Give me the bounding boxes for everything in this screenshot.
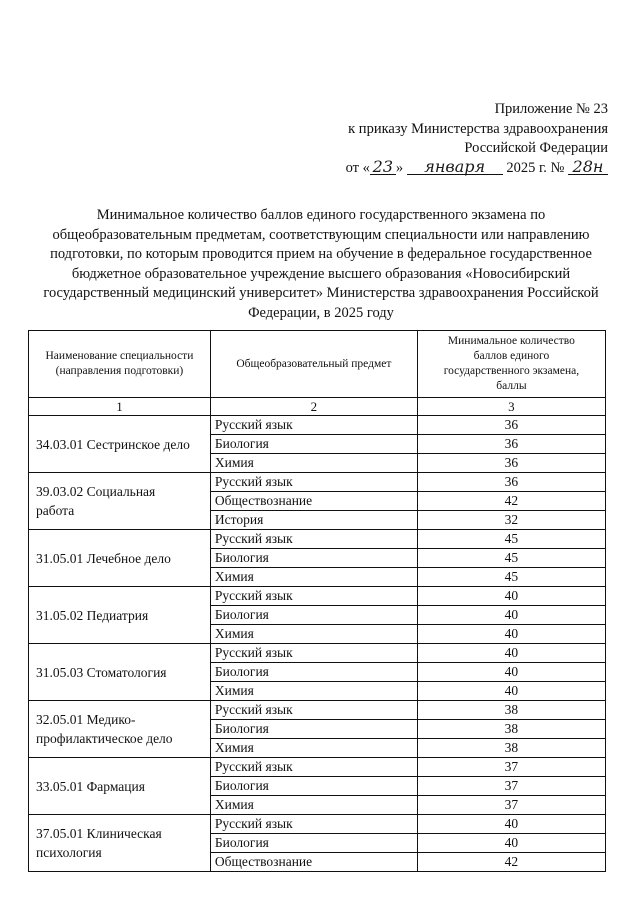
score-cell: 40 <box>417 625 605 644</box>
subject-cell: Биология <box>210 606 417 625</box>
specialty-cell <box>29 758 211 815</box>
score-cell: 36 <box>417 416 605 435</box>
score-cell: 36 <box>417 454 605 473</box>
score-cell: 42 <box>417 853 605 872</box>
specialty-name: 33.05.01 Фармация <box>36 778 145 794</box>
score-cell: 45 <box>417 568 605 587</box>
title-line: общеобразовательным предметам, соответствующим специальности или направлению <box>52 226 590 243</box>
header-min-score <box>417 331 605 398</box>
table-header-row <box>29 331 606 398</box>
score-cell: 36 <box>417 473 605 492</box>
score-cell: 40 <box>417 587 605 606</box>
specialty-name: 39.03.02 Социальная <box>36 484 156 499</box>
subject-cell: Русский язык <box>210 530 417 549</box>
column-number: 1 <box>29 398 211 416</box>
appendix-block <box>346 100 608 178</box>
specialty-cell <box>29 530 211 587</box>
date-month-handwritten: января <box>407 159 503 175</box>
score-cell: 40 <box>417 644 605 663</box>
header-score-line: Минимальное количество <box>447 335 575 347</box>
table-row <box>29 530 606 549</box>
header-score-line: баллов единого <box>473 350 550 362</box>
score-cell: 40 <box>417 834 605 853</box>
subject-cell: Химия <box>210 625 417 644</box>
score-cell: 32 <box>417 511 605 530</box>
table-row <box>29 473 606 492</box>
specialty-name: 31.05.03 Стоматология <box>36 664 167 680</box>
title-line: подготовки, по которым проводится прием на обучение в федеральное государственное <box>50 246 592 262</box>
table-row <box>29 758 606 777</box>
specialty-name: 34.03.01 Сестринское дело <box>36 436 190 452</box>
score-cell: 42 <box>417 492 605 511</box>
header-specialty-line: (направления подготовки) <box>55 365 184 377</box>
table-row <box>29 644 606 663</box>
appendix-ministry: Российской Федерации <box>464 140 608 156</box>
subject-cell: Русский язык <box>210 416 417 435</box>
score-cell: 40 <box>417 606 605 625</box>
specialty-cell <box>29 701 211 758</box>
date-day-handwritten: 23 <box>370 159 396 175</box>
specialty-cell <box>29 815 211 872</box>
column-number-row <box>29 398 606 416</box>
subject-cell: Русский язык <box>210 473 417 492</box>
subject-cell: Химия <box>210 682 417 701</box>
score-cell: 37 <box>417 777 605 796</box>
header-specialty <box>29 331 211 398</box>
specialty-name-cont: психология <box>36 845 102 860</box>
scores-table <box>28 330 606 872</box>
subject-cell: Русский язык <box>210 758 417 777</box>
header-score-line: баллы <box>496 380 527 392</box>
specialty-name: 32.05.01 Медико- <box>36 712 136 727</box>
appendix-order-ref: к приказу Министерства здравоохранения <box>348 120 608 137</box>
date-prefix: от « <box>345 159 370 176</box>
specialty-name: 37.05.01 Клиническая <box>36 826 162 841</box>
table-row <box>29 416 606 435</box>
subject-cell: Биология <box>210 663 417 682</box>
score-cell: 40 <box>417 663 605 682</box>
score-cell: 36 <box>417 435 605 454</box>
header-score-line: государственного экзамена, <box>443 365 580 377</box>
table-row <box>29 587 606 606</box>
appendix-date-line <box>345 156 608 179</box>
subject-cell: Биология <box>210 435 417 454</box>
subject-cell: Биология <box>210 549 417 568</box>
column-number: 2 <box>210 398 417 416</box>
subject-cell: Химия <box>210 796 417 815</box>
order-number-handwritten: 28н <box>568 159 608 175</box>
subject-cell: Обществознание <box>210 853 417 872</box>
title-line: государственный медицинский университет» Министерства здравоохранения Российской <box>43 285 599 301</box>
specialty-cell <box>29 473 211 530</box>
table-row <box>29 701 606 720</box>
subject-cell: Химия <box>210 739 417 758</box>
document-title <box>26 206 616 323</box>
subject-cell: Биология <box>210 777 417 796</box>
score-cell: 38 <box>417 720 605 739</box>
date-year: 2025 г. № <box>506 159 565 176</box>
score-cell: 40 <box>417 815 605 834</box>
specialty-cell <box>29 587 211 644</box>
subject-cell: Обществознание <box>210 492 417 511</box>
subject-cell: Русский язык <box>210 587 417 606</box>
subject-cell: История <box>210 511 417 530</box>
specialty-name-cont: профилактическое дело <box>36 731 173 746</box>
score-cell: 45 <box>417 530 605 549</box>
score-cell: 37 <box>417 758 605 777</box>
score-cell: 45 <box>417 549 605 568</box>
title-line: бюджетное образовательное учреждение высшего образования «Новосибирский <box>71 265 571 282</box>
column-number: 3 <box>417 398 605 416</box>
specialty-name-cont: работа <box>36 503 75 518</box>
subject-cell: Биология <box>210 720 417 739</box>
subject-cell: Русский язык <box>210 815 417 834</box>
appendix-number: Приложение № 23 <box>494 101 608 117</box>
title-line: Федерации, в 2025 году <box>248 304 394 321</box>
subject-cell: Русский язык <box>210 701 417 720</box>
score-cell: 38 <box>417 739 605 758</box>
score-cell: 38 <box>417 701 605 720</box>
subject-cell: Биология <box>210 834 417 853</box>
subject-cell: Русский язык <box>210 644 417 663</box>
header-subject: Общеобразовательный предмет <box>210 331 417 398</box>
subject-cell: Химия <box>210 454 417 473</box>
score-cell: 37 <box>417 796 605 815</box>
date-close: » <box>395 159 404 176</box>
specialty-name: 31.05.02 Педиатрия <box>36 607 149 623</box>
table-row <box>29 815 606 834</box>
score-cell: 40 <box>417 682 605 701</box>
header-specialty-line: Наименование специальности <box>45 350 194 362</box>
specialty-cell <box>29 416 211 473</box>
specialty-name: 31.05.01 Лечебное дело <box>36 550 171 566</box>
subject-cell: Химия <box>210 568 417 587</box>
specialty-cell <box>29 644 211 701</box>
title-line: Минимальное количество баллов единого государственного экзамена по <box>96 207 546 223</box>
